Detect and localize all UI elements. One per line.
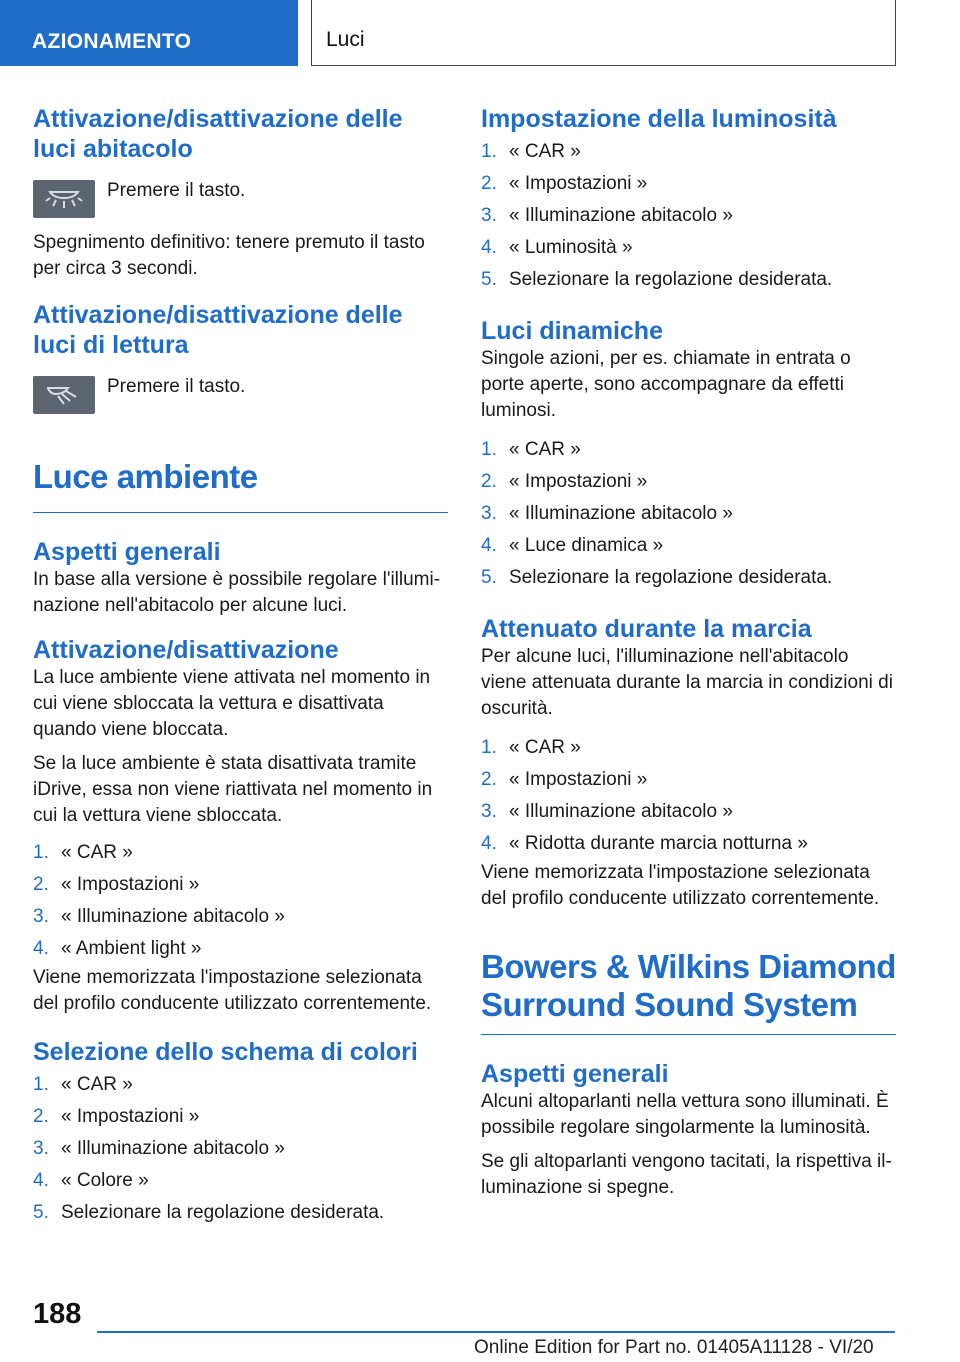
dynamic-steps — [481, 434, 896, 594]
onoff-note: Viene memorizzata l'impostazione selezionata del profilo conducente utilizzato correntemente. — [33, 967, 432, 1014]
general-title: Aspetti generali — [33, 538, 221, 566]
brightness-steps — [481, 136, 896, 296]
list-item: 4. « Luminosità » — [481, 237, 633, 258]
cabin-press-text: Premere il tasto. — [107, 180, 246, 201]
dimmed-note: Viene memorizzata l'impostazione selezionata del profilo conducente utilizzato correntemente. — [481, 862, 880, 909]
bw-text-2: Se gli altoparlanti vengono tacitati, la rispettiva illuminazione si spegne. — [481, 1151, 892, 1198]
onoff-text-2: Se la luce ambiente è stata disattivata tramite iDrive, essa non viene riattivata nel momento in cui la vettura viene sbloccata. — [33, 753, 433, 826]
list-item: 1. « CAR » — [33, 1074, 133, 1095]
dimmed-text: Per alcune luci, l'illuminazione nell'abitacolo viene attenuata durante la marcia in condizioni di oscurità. — [481, 646, 893, 719]
list-item: 4. « Ambient light » — [33, 938, 202, 959]
reading-light-icon — [33, 376, 95, 414]
ambient-section-heading — [33, 458, 448, 513]
color-scheme-title: Selezione dello schema di colori — [33, 1038, 418, 1066]
brightness-title: Impostazione della luminosità — [481, 105, 837, 133]
list-item: 1. « CAR » — [481, 439, 581, 460]
left-column — [33, 104, 448, 1229]
list-item: 3. « Illuminazione abitacolo » — [481, 205, 733, 226]
dimmed-steps — [481, 732, 896, 860]
bw-text-1: Alcuni altoparlanti nella vettura sono illuminati. È possibile regolare singolarmente la luminosità. — [481, 1091, 889, 1138]
list-item: 2. « Impostazioni » — [481, 173, 648, 194]
list-item: 5. Selezionare la regolazione desiderata. — [481, 567, 833, 588]
color-steps — [33, 1069, 448, 1229]
list-item: 4. « Colore » — [33, 1170, 149, 1191]
list-item: 2. « Impostazioni » — [481, 769, 648, 790]
onoff-steps — [33, 837, 448, 965]
list-item: 2. « Impostazioni » — [33, 874, 200, 895]
footer-edition: Online Edition for Part no. 01405A11128 - VI/20 — [474, 1337, 874, 1358]
bw-section-heading — [481, 948, 896, 1035]
list-item: 1. « CAR » — [33, 842, 133, 863]
list-item: 1. « CAR » — [481, 141, 581, 162]
dynamic-text: Singole azioni, per es. chiamate in entrata o porte aperte, sono accompagnare da effetti luminosi. — [481, 348, 851, 421]
list-item: 3. « Illuminazione abitacolo » — [481, 801, 733, 822]
ambient-title: Luce ambiente — [33, 458, 258, 495]
page-number: 188 — [33, 1298, 82, 1330]
reading-lights-title: Attivazione/disattivazione delle luci di lettura — [33, 301, 403, 359]
header-chapter: Luci — [311, 0, 896, 66]
list-item: 2. « Impostazioni » — [481, 471, 648, 492]
bw-general-title: Aspetti generali — [481, 1060, 669, 1088]
footer-divider — [97, 1331, 895, 1333]
onoff-text-1: La luce ambiente viene attivata nel momento in cui viene sbloccata la vettura e disattivata quando viene bloccata. — [33, 667, 431, 740]
cabin-off-text: Spegnimento definitivo: tenere premuto il tasto per circa 3 secondi. — [33, 232, 425, 279]
bw-title: Bowers & Wilkins Diamond Surround Sound System — [481, 948, 896, 1023]
list-item: 5. Selezionare la regolazione desiderata. — [33, 1202, 385, 1223]
list-item: 4. « Ridotta durante marcia notturna » — [481, 833, 808, 854]
list-item: 3. « Illuminazione abitacolo » — [33, 1138, 285, 1159]
cabin-lights-title: Attivazione/disattivazione delle luci abitacolo — [33, 105, 403, 163]
list-item: 2. « Impostazioni » — [33, 1106, 200, 1127]
list-item: 5. Selezionare la regolazione desiderata. — [481, 269, 833, 290]
onoff-title: Attivazione/disattivazione — [33, 636, 339, 664]
reading-press-text: Premere il tasto. — [107, 376, 246, 397]
list-item: 3. « Illuminazione abitacolo » — [33, 906, 285, 927]
reading-light-row — [33, 376, 448, 414]
dynamic-lights-title: Luci dinamiche — [481, 317, 663, 345]
list-item: 3. « Illuminazione abitacolo » — [481, 503, 733, 524]
cabin-light-row — [33, 180, 448, 218]
right-column — [481, 104, 896, 1201]
general-text: In base alla versione è possibile regolare l'illuminazione nell'abitacolo per alcune luci. — [33, 569, 441, 616]
dome-light-icon — [33, 180, 95, 218]
list-item: 1. « CAR » — [481, 737, 581, 758]
dimmed-title: Attenuato durante la marcia — [481, 615, 812, 643]
list-item: 4. « Luce dinamica » — [481, 535, 664, 556]
header-section-tab: AZIONAMENTO — [0, 0, 298, 66]
